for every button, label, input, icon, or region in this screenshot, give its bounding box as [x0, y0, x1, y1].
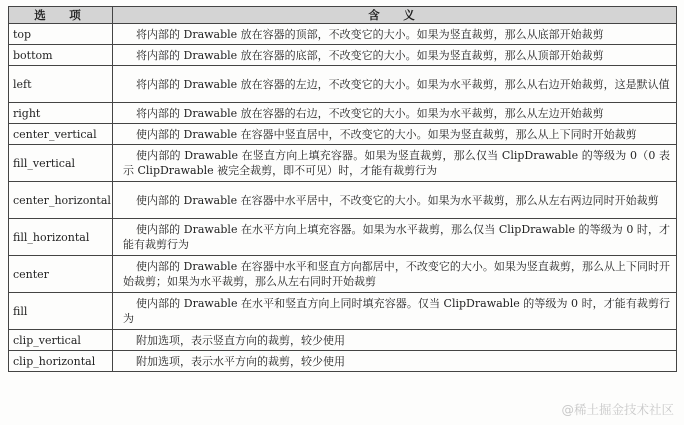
meaning-cell: 将内部的 Drawable 放在容器的右边，不改变它的大小。如果为水平裁剪，那么从左边开始裁剪 [113, 103, 677, 124]
option-cell: fill_horizontal [9, 219, 113, 256]
watermark: @稀土掘金技术社区 [561, 402, 674, 417]
table-row [9, 103, 677, 124]
option-cell: bottom [9, 45, 113, 66]
clip-gravity-table [8, 6, 677, 372]
table-row [9, 66, 677, 103]
table-row [9, 45, 677, 66]
header-option: 选 项 [9, 7, 113, 24]
table-row [9, 182, 677, 219]
table-row [9, 24, 677, 45]
meaning-cell: 使内部的 Drawable 在水平和竖直方向上同时填充容器。仅当 ClipDrawable 的等级为 0 时，才能有裁剪行为 [113, 293, 677, 330]
table-row [9, 256, 677, 293]
option-cell: clip_vertical [9, 330, 113, 351]
table-row [9, 145, 677, 182]
meaning-cell: 将内部的 Drawable 放在容器的左边，不改变它的大小。如果为水平裁剪，那么从右边开始裁剪，这是默认值 [113, 66, 677, 103]
table-row [9, 330, 677, 351]
option-cell: top [9, 24, 113, 45]
table-row [9, 219, 677, 256]
meaning-cell: 将内部的 Drawable 放在容器的顶部，不改变它的大小。如果为竖直裁剪，那么从底部开始裁剪 [113, 24, 677, 45]
meaning-cell: 使内部的 Drawable 在容器中水平居中，不改变它的大小。如果为水平裁剪，那么从左右两边同时开始裁剪 [113, 182, 677, 219]
meaning-cell: 使内部的 Drawable 在水平方向上填充容器。如果为水平裁剪，那么仅当 ClipDrawable 的等级为 0 时，才能有裁剪行为 [113, 219, 677, 256]
option-cell: clip_horizontal [9, 351, 113, 372]
header-meaning: 含 义 [113, 7, 677, 24]
meaning-cell: 使内部的 Drawable 在竖直方向上填充容器。如果为竖直裁剪，那么仅当 ClipDrawable 的等级为 0（0 表示 ClipDrawable 被完全裁剪，即不可见）时，才能有裁剪行为 [113, 145, 677, 182]
table-row [9, 124, 677, 145]
option-cell: fill [9, 293, 113, 330]
meaning-cell: 将内部的 Drawable 放在容器的底部，不改变它的大小。如果为竖直裁剪，那么从顶部开始裁剪 [113, 45, 677, 66]
option-cell: center_horizontal [9, 182, 113, 219]
option-cell: center [9, 256, 113, 293]
option-cell: fill_vertical [9, 145, 113, 182]
option-cell: center_vertical [9, 124, 113, 145]
meaning-cell: 附加选项，表示竖直方向的裁剪，较少使用 [113, 330, 677, 351]
table-header-row [9, 7, 677, 24]
table-row [9, 351, 677, 372]
option-cell: left [9, 66, 113, 103]
meaning-cell: 附加选项，表示水平方向的裁剪，较少使用 [113, 351, 677, 372]
option-cell: right [9, 103, 113, 124]
table-row [9, 293, 677, 330]
meaning-cell: 使内部的 Drawable 在容器中水平和竖直方向都居中，不改变它的大小。如果为竖直裁剪，那么从上下同时开始裁剪；如果为水平裁剪，那么从左右同时开始裁剪 [113, 256, 677, 293]
meaning-cell: 使内部的 Drawable 在容器中竖直居中，不改变它的大小。如果为竖直裁剪，那么从上下同时开始裁剪 [113, 124, 677, 145]
